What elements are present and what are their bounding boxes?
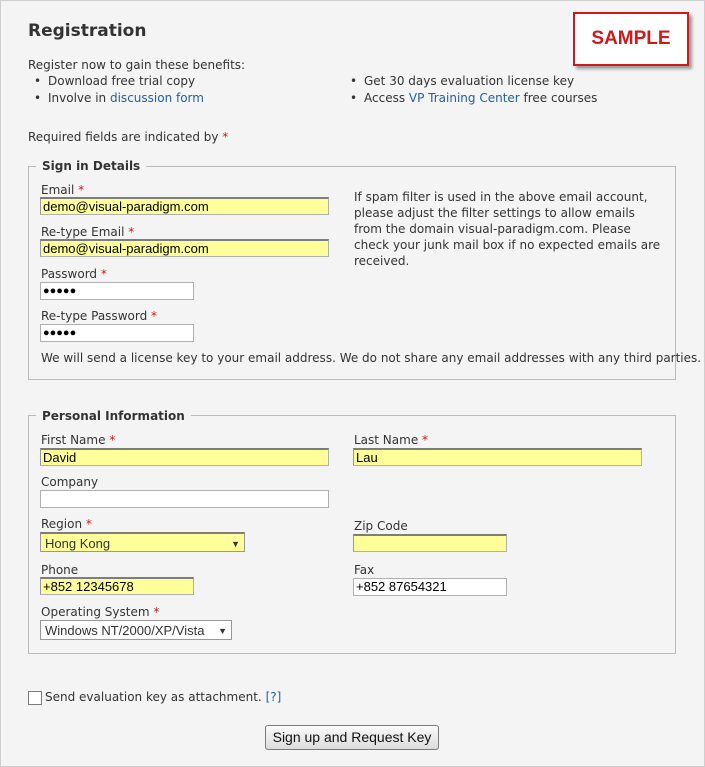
bullet-icon: • [34, 91, 42, 105]
spam-filter-note: If spam filter is used in the above email account, please adjust the filter settings to allow emails from the domain visual-paradigm.com. Please check your junk mail box if no expected emails are received. [354, 190, 661, 268]
phone-label: Phone [41, 563, 79, 577]
sign-in-legend: Sign in Details [36, 159, 146, 173]
benefits-intro: Register now to gain these benefits: [28, 58, 246, 72]
page-title: Registration [28, 21, 147, 41]
company-field[interactable] [40, 490, 329, 508]
retype-email-field[interactable]: demo@visual-paradigm.com [40, 239, 329, 257]
discussion-form-link[interactable]: discussion form [109, 91, 204, 105]
dropdown-arrow-icon: ▼ [218, 626, 227, 636]
required-fields-note: Required fields are indicated by * [28, 130, 229, 144]
os-label: Operating System * [41, 605, 160, 619]
email-field[interactable]: demo@visual-paradigm.com [40, 197, 329, 215]
first-name-label: First Name * [41, 433, 116, 447]
fax-label: Fax [354, 563, 375, 577]
bullet-icon: • [350, 74, 358, 88]
sign-up-button[interactable]: Sign up and Request Key [265, 725, 439, 750]
bullet-icon: • [34, 74, 42, 88]
zip-code-label: Zip Code [354, 519, 408, 533]
dropdown-arrow-icon: ▼ [231, 539, 240, 549]
attachment-label: Send evaluation key as attachment. [?] [45, 690, 282, 704]
sample-watermark: SAMPLE [573, 12, 689, 66]
password-field[interactable]: ●●●●● [40, 282, 194, 300]
vp-training-center-link[interactable]: VP Training Center [408, 91, 520, 105]
help-link[interactable]: [?] [265, 690, 282, 704]
personal-info-legend: Personal Information [36, 409, 191, 423]
attachment-checkbox[interactable] [28, 691, 42, 705]
retype-password-label: Re-type Password * [41, 309, 158, 323]
email-label: Email * [41, 183, 85, 197]
password-label: Password * [41, 267, 107, 281]
retype-email-label: Re-type Email * [41, 225, 135, 239]
company-label: Company [41, 475, 99, 489]
bullet-icon: • [350, 91, 358, 105]
phone-field[interactable]: +852 12345678 [40, 577, 194, 595]
os-select[interactable]: Windows NT/2000/XP/Vista ▼ [40, 620, 232, 640]
last-name-label: Last Name * [354, 433, 429, 447]
region-select[interactable]: Hong Kong ▼ [40, 532, 245, 552]
zip-code-field[interactable] [353, 534, 507, 552]
privacy-note: We will send a license key to your email address. We do not share any email addresses with any third parties. [41, 351, 702, 365]
last-name-field[interactable]: Lau [353, 448, 642, 466]
retype-password-field[interactable]: ●●●●● [40, 324, 194, 342]
fax-field[interactable]: +852 87654321 [353, 578, 507, 596]
region-label: Region * [41, 517, 92, 531]
first-name-field[interactable]: David [40, 448, 329, 466]
